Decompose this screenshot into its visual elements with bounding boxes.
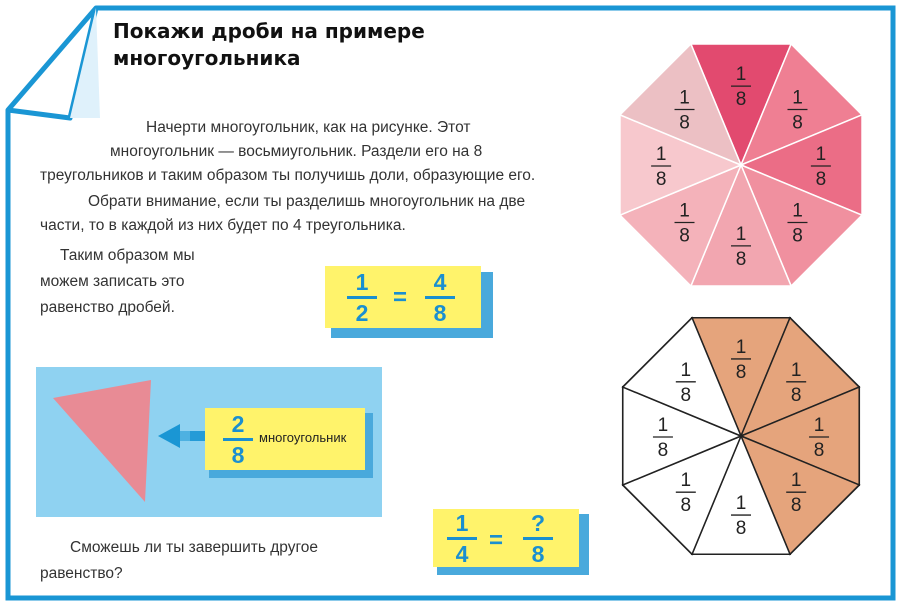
intro-line-3: треугольников и таким образом ты получишь доли, образующие его. [40, 167, 536, 184]
octagon_bottom-label-den-6: 8 [680, 495, 692, 517]
eq2-right-numerator: ? [530, 510, 546, 536]
octagon_top-label-den-6: 8 [679, 225, 690, 247]
octagon_bottom-label-den-4: 8 [790, 495, 802, 517]
eq2-equals-sign: = [489, 527, 504, 554]
octagon-top [620, 44, 862, 286]
eq2-left-denominator: 4 [455, 541, 469, 567]
octagon-bottom [623, 318, 860, 555]
intro-line-2: многоугольник — восьмиугольник. Раздели его на 8 [110, 143, 483, 160]
title-line-2: многоугольника [113, 46, 301, 70]
octagon_bottom-label-num-1: 1 [735, 336, 747, 358]
piece-word: многоугольник [259, 430, 347, 445]
intro-line-1: Начерти многоугольник, как на рисунке. Этот [146, 119, 471, 136]
equality-line-2: можем записать это [40, 273, 185, 290]
octagon_top-label-num-1: 1 [735, 64, 747, 86]
octagon_top-label-den-2: 8 [792, 112, 803, 134]
octagon_top-label-num-5: 1 [735, 223, 747, 245]
octagon_bottom-label-den-2: 8 [790, 384, 802, 406]
octagon_top-label-den-7: 8 [655, 169, 667, 190]
equality-line-1: Таким образом мы [60, 247, 195, 264]
eq2-left-numerator: 1 [455, 510, 469, 536]
octagon_top-label-num-3: 1 [815, 144, 827, 165]
octagon_bottom-label-num-4: 1 [790, 470, 802, 492]
octagon_top-label-den-3: 8 [815, 169, 827, 190]
octagon_bottom-label-den-7: 8 [657, 440, 669, 461]
octagon_top-label-num-6: 1 [679, 200, 690, 222]
octagon_top-label-den-4: 8 [792, 225, 803, 247]
eq2-right-denominator: 8 [531, 541, 545, 567]
eq1-left-denominator: 2 [355, 300, 369, 326]
eq1-right-numerator: 4 [433, 269, 447, 295]
octagon_bottom-label-num-3: 1 [813, 415, 825, 436]
octagon_bottom-label-den-5: 8 [735, 518, 747, 540]
octagon_top-label-den-5: 8 [735, 248, 747, 270]
intro-line-5: части, то в каждой из них будет по 4 треугольника. [40, 217, 406, 234]
octagon_bottom-label-den-3: 8 [813, 440, 825, 461]
eq1-equals-sign: = [393, 284, 408, 311]
octagon_top-label-num-4: 1 [792, 200, 803, 222]
piece-denominator: 8 [231, 442, 245, 468]
equality-line-3: равенство дробей. [40, 299, 175, 316]
octagon_top-label-den-1: 8 [735, 89, 747, 111]
question-line-2: равенство? [40, 565, 123, 582]
piece-numerator: 2 [231, 411, 245, 437]
octagon_bottom-label-num-5: 1 [735, 493, 747, 515]
octagon_bottom-label-num-8: 1 [680, 359, 692, 381]
question-line-1: Сможешь ли ты завершить другое [70, 539, 319, 556]
octagon_top-label-den-8: 8 [679, 112, 690, 134]
octagon_top-label-num-2: 1 [792, 87, 803, 109]
octagon_bottom-label-num-2: 1 [790, 359, 802, 381]
eq1-right-denominator: 8 [433, 300, 447, 326]
octagon_bottom-label-den-8: 8 [680, 384, 692, 406]
octagon_bottom-label-num-6: 1 [680, 470, 692, 492]
intro-line-4: Обрати внимание, если ты разделишь многоугольник на две [88, 193, 526, 210]
eq1-left-numerator: 1 [355, 269, 369, 295]
octagon_top-label-num-7: 1 [655, 144, 667, 165]
octagon_bottom-label-den-1: 8 [735, 361, 747, 383]
octagon_bottom-label-num-7: 1 [657, 415, 669, 436]
title-line-1: Покажи дроби на примере [113, 19, 425, 43]
octagon_top-label-num-8: 1 [679, 87, 690, 109]
